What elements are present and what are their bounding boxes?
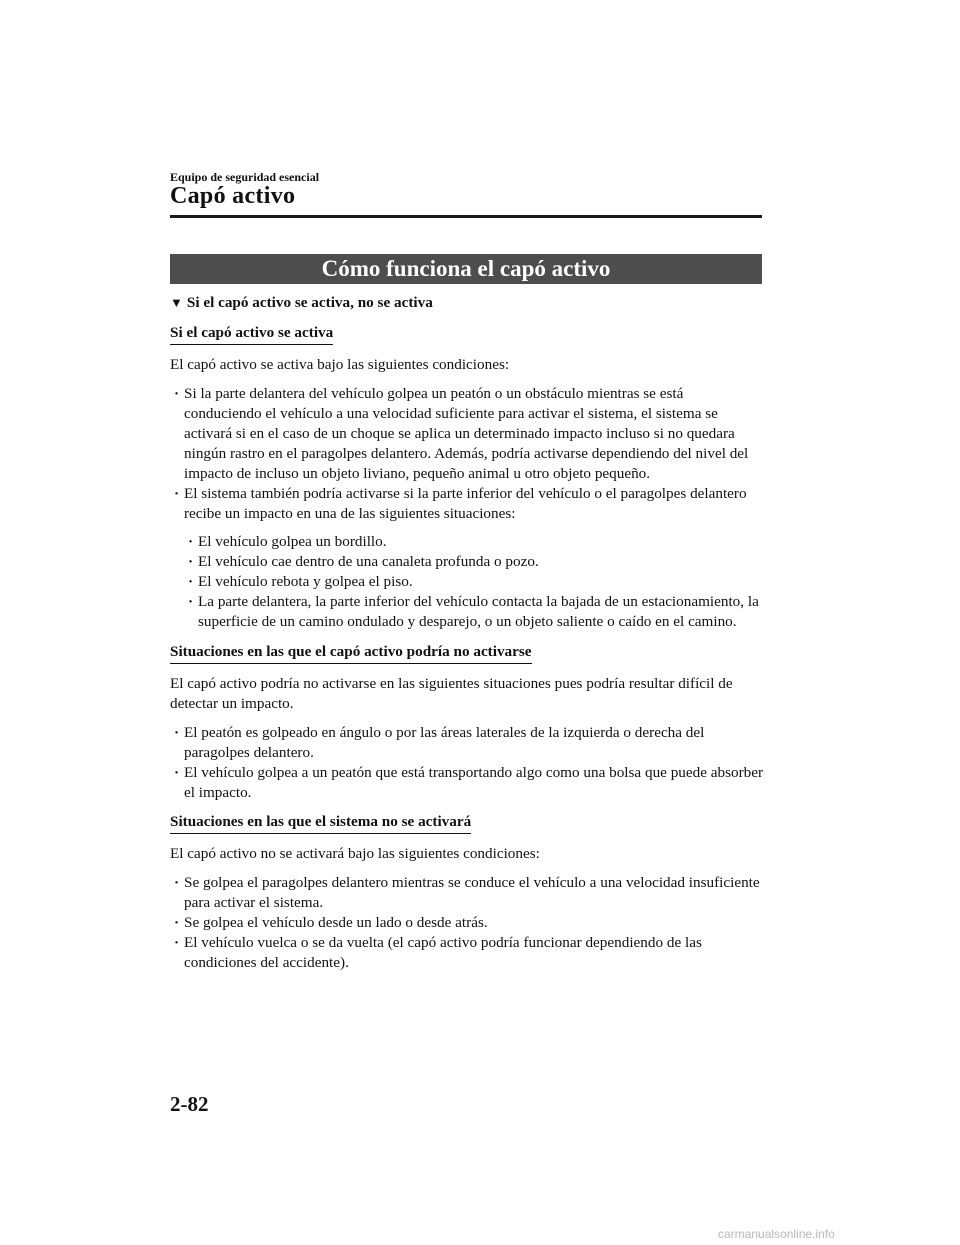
block-heading-will-not-activate: Situaciones en las que el sistema no se activará (170, 812, 471, 834)
condition-list (170, 873, 764, 973)
situation-sublist (184, 532, 764, 632)
block-heading-will-not-activate-wrap (170, 812, 764, 834)
list-item: · El peatón es golpeado en ángulo o por las áreas laterales de la izquierda o derecha del paragolpes delantero. (184, 723, 764, 763)
sublist-item: · El vehículo golpea un bordillo. (198, 532, 764, 552)
topic-banner: Cómo funciona el capó activo (170, 254, 762, 284)
block-intro: El capó activo se activa bajo las siguientes condiciones: (170, 356, 510, 373)
content-body (170, 293, 764, 982)
chapter-title: Capó activo (170, 183, 296, 209)
list-item (184, 484, 764, 632)
triangle-down-icon: ▼ (170, 295, 183, 310)
condition-list (170, 723, 764, 803)
block-heading-may-not-activate-wrap (170, 642, 764, 664)
list-item: · Se golpea el paragolpes delantero mientras se conduce el vehículo a una velocidad insuficiente para activar el sistema. (184, 873, 764, 913)
block-intro: El capó activo podría no activarse en las siguientes situaciones pues podría resultar difícil de detectar un impacto. (170, 675, 733, 712)
block-heading-activates-wrap (170, 323, 764, 345)
list-item: · El vehículo vuelca o se da vuelta (el capó activo podría funcionar dependiendo de las condiciones del accidente). (184, 933, 764, 973)
block-heading-activates: Si el capó activo se activa (170, 323, 333, 345)
list-item: · Si la parte delantera del vehículo golpea un peatón o un obstáculo mientras se está conduciendo el vehículo a una velocidad suficiente para activar el sistema, el sistema se activará si en el caso de un choque se aplica un determinado impacto incluso si no quedara ningún rastro en el paragolpes delantero. Además, podría activarse dependiendo del nivel del impacto de incluso un objeto liviano, pequeño animal u otro objeto pequeño. (184, 384, 764, 484)
list-item-text: El sistema también podría activarse si la parte inferior del vehículo o el paragolpes delantero recibe un impacto en una de las siguientes situaciones: (184, 485, 747, 522)
header-divider (170, 215, 762, 218)
subheading-text: Si el capó activo se activa, no se activa (186, 294, 433, 311)
page-number: 2-82 (170, 1092, 209, 1116)
condition-list (170, 384, 764, 632)
sublist-item: · La parte delantera, la parte inferior del vehículo contacta la bajada de un estacionamiento, la superficie de un camino ondulado y desparejo, o un objeto saliente o caído en el camino. (198, 592, 764, 632)
subheading (170, 293, 764, 313)
site-watermark: carmanualsonline.info (718, 1227, 835, 1241)
section-label: Equipo de seguridad esencial (170, 170, 320, 184)
list-item: · El vehículo golpea a un peatón que está transportando algo como una bolsa que puede absorber el impacto. (184, 763, 764, 803)
list-item: · Se golpea el vehículo desde un lado o desde atrás. (184, 913, 764, 933)
sublist-item: · El vehículo rebota y golpea el piso. (198, 572, 764, 592)
block-heading-may-not-activate: Situaciones en las que el capó activo podría no activarse (170, 642, 532, 664)
block-intro: El capó activo no se activará bajo las siguientes condiciones: (170, 845, 540, 862)
sublist-item: · El vehículo cae dentro de una canaleta profunda o pozo. (198, 552, 764, 572)
